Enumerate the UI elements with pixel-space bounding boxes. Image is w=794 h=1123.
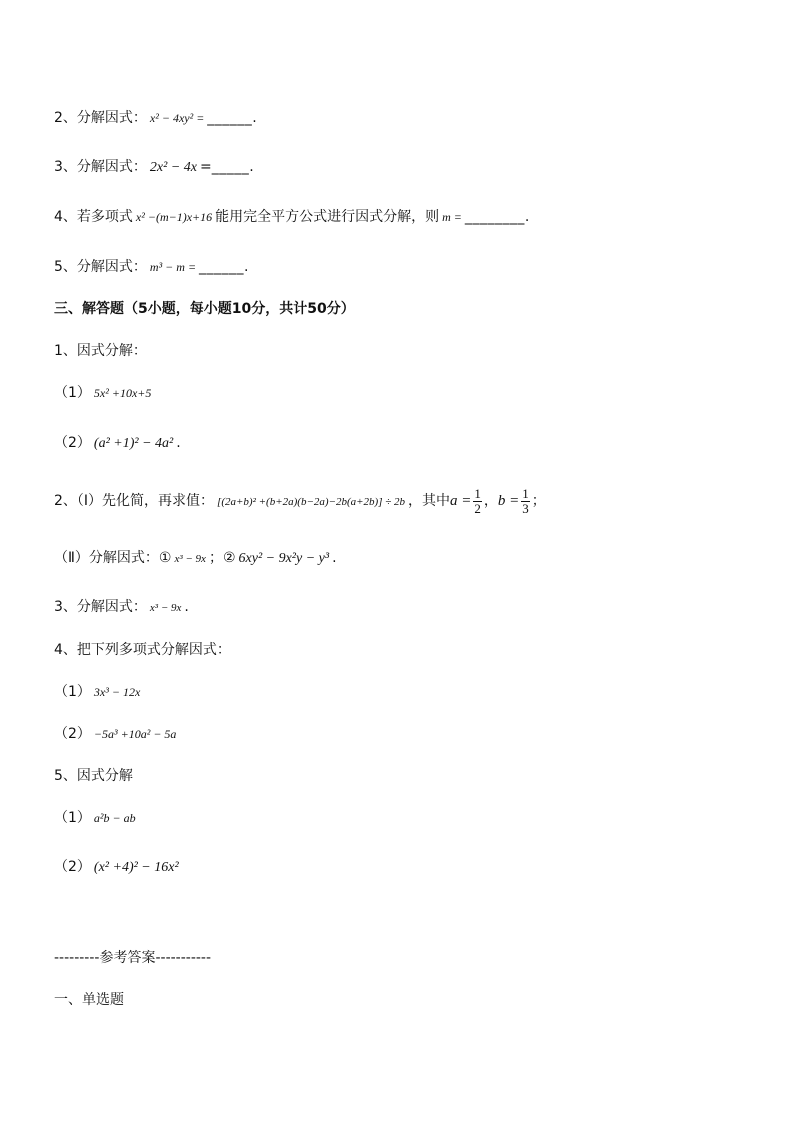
- period: .: [176, 435, 181, 451]
- problem-1-part-1: [54, 383, 154, 403]
- answer-blank: ________: [464, 209, 525, 225]
- fill-question-3: [54, 157, 254, 178]
- problem-4-part-1: [54, 682, 143, 702]
- math-expression: a²b − ab: [93, 811, 136, 825]
- problem-1-part-2: [54, 433, 181, 454]
- fraction-one-half: [473, 487, 482, 516]
- part-label: （2）: [54, 859, 91, 875]
- denominator: 3: [522, 500, 529, 516]
- numerator: 1: [522, 485, 529, 501]
- question-prefix: 2、分解因式：: [54, 110, 147, 126]
- math-expression: (a² +1)² − 4a²: [93, 436, 174, 451]
- math-expression: m³ − m =: [149, 260, 197, 274]
- fill-question-2: [54, 108, 257, 128]
- part-label: （1）: [54, 810, 91, 826]
- part-label: （1）: [54, 684, 91, 700]
- period: .: [244, 259, 249, 275]
- fill-question-4: [54, 207, 529, 227]
- numerator: 1: [474, 485, 481, 501]
- math-expression: 6xy² − 9x²y − y³: [238, 551, 330, 566]
- section-title: 三、解答题（5小题，每小题10分，共计50分）: [54, 301, 355, 317]
- question-prefix: 2、（Ⅰ）先化简，再求值：: [54, 493, 215, 509]
- question-text: ，其中: [408, 493, 451, 509]
- problem-5-part-1: [54, 808, 139, 828]
- variable-a: a =: [450, 493, 472, 509]
- math-expression: x³ − 9x: [149, 602, 182, 614]
- period: .: [249, 159, 254, 175]
- math-expression: x² − 4xy² =: [149, 111, 205, 125]
- question-prefix: 4、若多项式: [54, 209, 133, 225]
- denominator: 2: [474, 500, 481, 516]
- answer-section-title: 一、单选题: [54, 992, 124, 1008]
- variable-b: b =: [497, 493, 520, 509]
- math-expression: 3x³ − 12x: [93, 685, 141, 699]
- problem-3: [54, 597, 189, 618]
- answer-blank: ______: [207, 110, 253, 126]
- math-expression: x³ − 9x: [174, 553, 206, 565]
- problem-2-part-1: [54, 484, 546, 519]
- answer-blank: _____: [211, 159, 250, 175]
- part-label: （2）: [54, 435, 91, 451]
- period: .: [252, 110, 257, 126]
- math-expression: −5a³ +10a² − 5a: [93, 727, 177, 741]
- separator: ，: [483, 493, 498, 509]
- problem-2-part-2: [54, 548, 337, 569]
- problem-4-title: 4、把下列多项式分解因式：: [54, 642, 231, 658]
- answer-divider: ---------参考答案-----------: [54, 950, 212, 966]
- problem-1-title: 1、因式分解：: [54, 343, 147, 359]
- period: .: [332, 550, 337, 566]
- fraction-one-third: [521, 487, 530, 516]
- question-prefix: （Ⅱ）分解因式：①: [54, 550, 172, 566]
- math-expression: x² −(m−1)x+16: [135, 210, 213, 224]
- part-label: （1）: [54, 385, 91, 401]
- problem-5-title: 5、因式分解: [54, 768, 133, 784]
- math-expression: 5x² +10x+5: [93, 386, 152, 400]
- math-expression: (x² +4)² − 16x²: [93, 860, 179, 875]
- part-label: （2）: [54, 726, 91, 742]
- period: .: [184, 599, 189, 615]
- math-expression: [(2a+b)² +(b+2a)(b−2a)−2b(a+2b)] ÷ 2b: [217, 496, 406, 508]
- period: .: [524, 209, 530, 225]
- question-prefix: 3、分解因式：: [54, 159, 147, 175]
- math-variable: m =: [442, 210, 462, 224]
- separator: ；②: [208, 550, 236, 566]
- fill-question-5: [54, 257, 249, 277]
- answer-blank: ______: [199, 259, 245, 275]
- question-prefix: 3、分解因式：: [54, 599, 147, 615]
- problem-5-part-2: [54, 857, 182, 878]
- equals-sign: =: [200, 159, 212, 175]
- question-prefix: 5、分解因式：: [54, 259, 147, 275]
- problem-4-part-2: [54, 724, 179, 744]
- semicolon: ；: [531, 493, 546, 509]
- question-text: 能用完全平方公式进行因式分解，则: [215, 209, 440, 225]
- math-expression: 2x² − 4x: [149, 160, 197, 175]
